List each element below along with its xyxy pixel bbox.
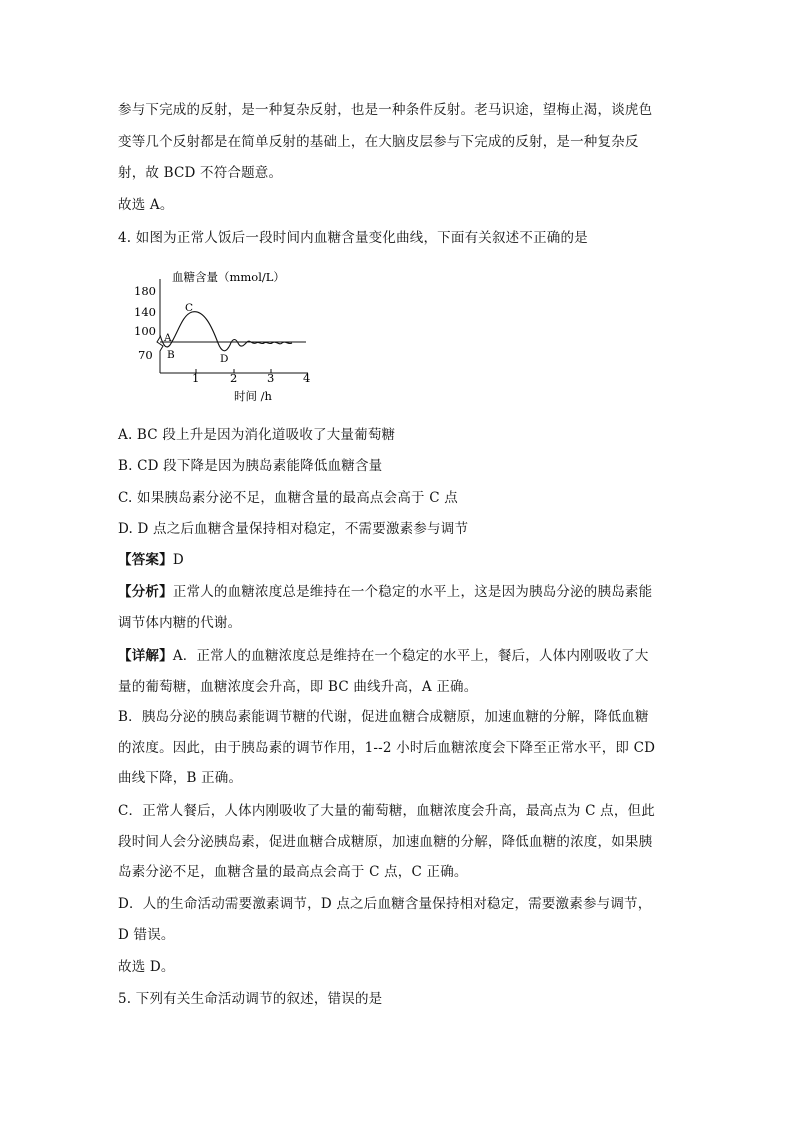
option-d: D. D 点之后血糖含量保持相对稳定，不需要激素参与调节 [118,521,469,537]
detail-label: 【详解】 [118,648,173,664]
y-axis-label: 血糖含量（mmol/L） [172,270,285,284]
point-label-c: C [185,302,194,314]
text-line: 变等几个反射都是在简单反射的基础上，在大脑皮层参与下完成的反射，是一种复杂反 [118,134,639,150]
conclusion-line: 故选 D。 [118,959,175,975]
text-line: 量的葡萄糖，血糖浓度会升高，即 BC 曲线升高，A 正确。 [118,679,478,695]
y-tick-label: 140 [134,305,156,319]
x-tick-label: 4 [303,371,311,385]
point-label-a: A [164,332,172,344]
y-tick-label: 100 [134,324,156,338]
question-5-stem: 5. 下列有关生命活动调节的叙述，错误的是 [118,991,383,1007]
x-tick-label: 3 [267,371,275,385]
analysis-text: 正常人的血糖浓度总是维持在一个稳定的水平上，这是因为胰岛分泌的胰岛素能 [172,584,653,600]
option-b: B. CD 段下降是因为胰岛素能降低血糖含量 [118,458,383,474]
x-tick-label: 2 [230,371,238,385]
blood-sugar-figure [130,265,330,410]
answer-line [118,550,718,570]
text-line: 岛素分泌不足，血糖含量的最高点会高于 C 点，C 正确。 [118,864,468,880]
text-line: 的浓度。因此，由于胰岛素的调节作用，1--2 小时后血糖浓度会下降至正常水平，即 CD [118,740,656,756]
detail-text: A．正常人的血糖浓度总是维持在一个稳定的水平上，餐后，人体内刚吸收了大 [172,648,649,664]
option-c: C. 如果胰岛素分泌不足，血糖含量的最高点会高于 C 点 [118,490,458,506]
y-tick-label: 70 [138,348,153,362]
text-line: B．胰岛分泌的胰岛素能调节糖的代谢，促进血糖合成糖原，加速血糖的分解，降低血糖 [118,709,649,725]
point-label-d: D [220,353,229,365]
text-line: C．正常人餐后，人体内刚吸收了大量的葡萄糖，血糖浓度会升高，最高点为 C 点，但此 [118,803,655,819]
text-line: 调节体内糖的代谢。 [118,615,242,631]
blood-sugar-curve [130,265,330,410]
analysis-label: 【分析】 [118,584,173,600]
text-line: D 错误。 [118,927,175,943]
x-tick-label: 1 [192,371,200,385]
option-a: A. BC 段上升是因为消化道吸收了大量葡萄糖 [118,427,396,443]
point-label-b: B [167,349,175,361]
answer-label: 【答案】 [118,552,173,568]
y-tick-label: 180 [134,284,156,298]
answer-value: D [172,552,184,568]
text-line: 曲线下降，B 正确。 [118,770,243,786]
text-line: 故选 A。 [118,197,174,213]
text-line: D．人的生命活动需要激素调节，D 点之后血糖含量保持相对稳定，需要激素参与调节， [118,896,652,912]
x-axis-label: 时间 /h [234,389,272,403]
text-line: 参与下完成的反射，是一种复杂反射，也是一种条件反射。老马识途，望梅止渴，谈虎色 [118,102,653,118]
detail-line [118,646,718,666]
analysis-line [118,582,718,602]
blood-sugar-line [160,312,292,351]
question-4-stem: 4. 如图为正常人饭后一段时间内血糖含量变化曲线，下面有关叙述不正确的是 [118,230,588,246]
text-line: 段时间人会分泌胰岛素，促进血糖合成糖原，加速血糖的分解，降低血糖的浓度，如果胰 [118,834,653,850]
text-line: 射，故 BCD 不符合题意。 [118,165,283,181]
